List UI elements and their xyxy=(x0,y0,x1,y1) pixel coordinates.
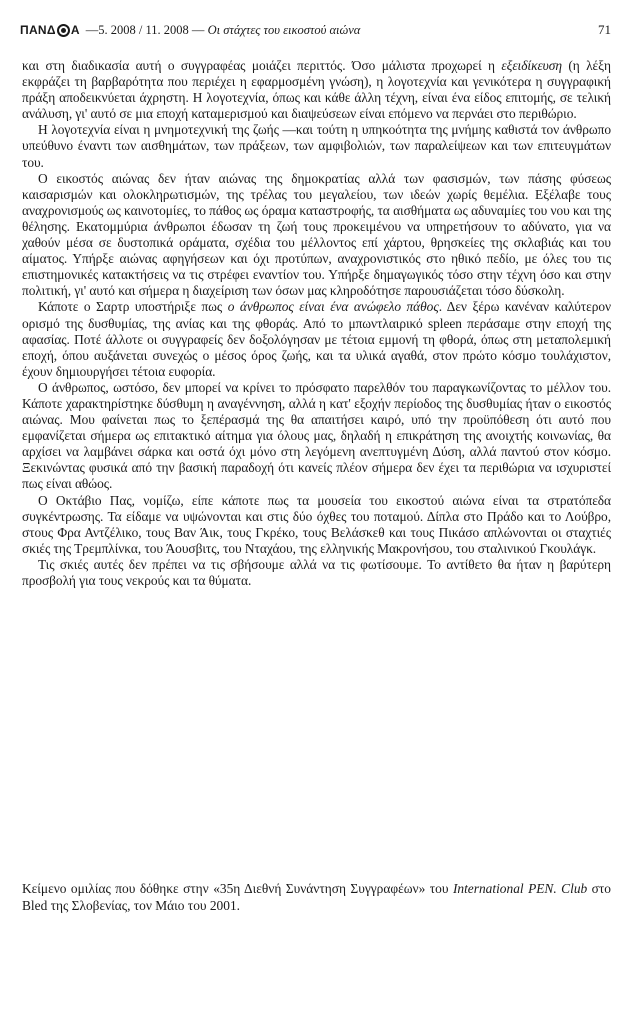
paragraph-4-emphasis: ο άνθρωπος είναι ένα ανώφελο πάθος xyxy=(227,299,439,315)
paragraph-4 xyxy=(22,299,611,379)
footnote-text-b: στο Bled της Σλοβενίας, τον Μάιο του 2001. xyxy=(22,881,611,913)
paragraph-6: Ο Οκτάβιο Πας, νομίζω, είπε κάποτε πως τα μουσεία του εικοστού αιώνα είναι τα στρατόπεδα συγκέντρωσης. Τα είδαμε να υψώνονται και στις δύο όχθες του ποταμού. Δίπλα στο Πράδο και το Λούβρο, στους Φρα Αντζέλικο, τους Βαν Άικ, τους Γκρέκο, τους Βελάσκεθ και τους Πικάσο απλώνονται οι σταχτιές σκιές της Τρεμπλίνκα, του Άουσβιτς, του Νταχάου, της ελληνικής Μακρονήσου, του σταλινικού Γκουλάγκ. xyxy=(22,492,611,556)
issue-dates: —5. 2008 / 11. 2008 — xyxy=(85,23,205,37)
paragraph-3: Ο εικοστός αιώνας δεν ήταν αιώνας της δημοκρατίας αλλά των φασισμών, των πάσης φύσεως καισαρισμών και ολοκληρωτισμών, της τρέλας του μεγαλείου, των ιδεών χωρίς θεμέλια. Εξέλαβε τους αναχρονισμούς ως καινοτομίες, το πάθος ως όραμα καταστροφής, τα αισθήματα ως αδυναμίες του νου και της θέλησης. Εκατομμύρια άνθρωποι έδωσαν τη ζωή τους προκειμένου να υπηρετήσουν το αδύνατο, για να χαθούν μέσα σε δυστοπικά οράματα, σχέδια του μέλλοντος επί χάρτου, θρησκείες της σκλαβιάς και του αίματος. Υπήρξε αιώνας αφηγήσεων και όχι προτύπων, αναχρονιστικός στο ηθικό πεδίο, με όλες του τις επιστημονικές κατακτήσεις να τις στρέφει εναντίον του. Υπήρξε δημαγωγικός τόσο στην τέχνη όσο και στην πολιτική, γι' αυτό και σήμερα η διαχείριση των όσων μας κληροδότησε παρουσιάζεται τόσο δύσκολη. xyxy=(22,170,611,299)
running-title: Οι στάχτες του εικοστού αιώνα xyxy=(207,23,361,37)
paragraph-4-text-b: . Δεν ξέρω κανέναν καλύτερον ορισμό της δυσθυμίας, της ανίας και της φθοράς. Από το μπωντλαιρικό spleen περάσαμε στην εποχή της αφασίας. Ποτέ άλλοτε οι συγγραφείς δεν δοξολόγησαν με τέτοια εμμονή τη φθορά, όπως στη μεταπολεμική εποχή, όπου αυξάνεται συνεχώς ο μέσος όρος ζωής, και τα υλικά αγαθά, στον πρώτο κόσμο τουλάχιστον, έχουν δημιουργήσει τέτοια ευφορία. xyxy=(22,299,611,379)
footnote-emphasis: International PEN. Club xyxy=(452,881,588,896)
paragraph-5: Ο άνθρωπος, ωστόσο, δεν μπορεί να κρίνει το πρόσφατο παρελθόν του παραγκωνίζοντας το μέλλον του. Κάποτε χαρακτηρίστηκε δύσθυμη η αναγέννηση, αλλά η κατ' εξοχήν περίοδος της δυσθυμίας ήταν ο εικοστός αιώνας. Μου φαίνεται πως το ξεπέρασμά της θα απαιτήσει καιρό, υπό την προϋπόθεση ότι αυτό που εμφανίζεται σήμερα ως επιτακτικό αίτημα για όλους μας, δηλαδή η επικράτηση της ανοιχτής κοινωνίας, θα αρχίσει να λαμβάνει σάρκα και οστά όχι μόνο στη λεγόμενη ανεπτυγμένη Δύση, αλλά παντού στον κόσμο. Ξεκινώντας φυσικά από την βασική παραδοχή ότι κανείς πλέον σήμερα δεν έχει τα περιθώρια να ισχυριστεί πως είναι αθώος. xyxy=(22,379,611,492)
paragraph-1-text-a: και στη διαδικασία αυτή ο συγγραφέας μοιάζει περιττός. Όσο μάλιστα προχωρεί η xyxy=(22,58,502,73)
paragraph-1 xyxy=(22,58,611,122)
journal-logo-text-left: ΠΑΝΔ xyxy=(20,23,56,37)
journal-logo xyxy=(20,23,80,37)
footnote xyxy=(22,880,611,914)
paragraph-1-text-b: (η λέξη εκφράζει τη βαρβαρότητα που περιέχει η εφαρμοσμένη γνώση), η λογοτεχνία και γενικότερα η συγγραφική πράξη αποδεικνύεται άχρηστη. Η λογοτεχνία, όπως και κάθε άλλη τέχνη, είναι ένα είδος επιτομής, σε τελική ανάλυση, γι' αυτό σε μια εποχή καταμερισμού και διαψεύσεων είναι επόμενο να περνάει στο περιθώριο. xyxy=(22,58,611,122)
paragraph-1-emphasis: εξειδίκευση xyxy=(501,58,562,73)
paragraph-7: Τις σκιές αυτές δεν πρέπει να τις σβήσουμε αλλά να τις φωτίσουμε. Το αντίθετο θα ήταν η βαρύτερη προσβολή για τους νεκρούς και τα θύματα. xyxy=(22,556,611,588)
issue-info xyxy=(86,23,361,38)
article-body xyxy=(22,58,611,589)
footnote-text-a: Κείμενο ομιλίας που δόθηκε στην «35η Διεθνή Συνάντηση Συγγραφέων» του xyxy=(22,881,453,896)
paragraph-4-text-a: Κάποτε ο Σαρτρ υποστήριξε πως xyxy=(38,299,228,315)
logo-circle-icon xyxy=(57,24,70,37)
journal-logo-text-right: Α xyxy=(70,23,80,37)
page-number: 71 xyxy=(598,22,611,37)
paragraph-2: Η λογοτεχνία είναι η μνημοτεχνική της ζωής —και τούτη η υπηκοότητα της μνήμης καθιστά τον άνθρωπο υπεύθυνο έναντι των αισθημάτων, των πράξεων, των αμφιβολιών, των παραλείψεων και των επιτευγμάτων του. xyxy=(22,122,611,170)
page-header xyxy=(20,22,611,42)
